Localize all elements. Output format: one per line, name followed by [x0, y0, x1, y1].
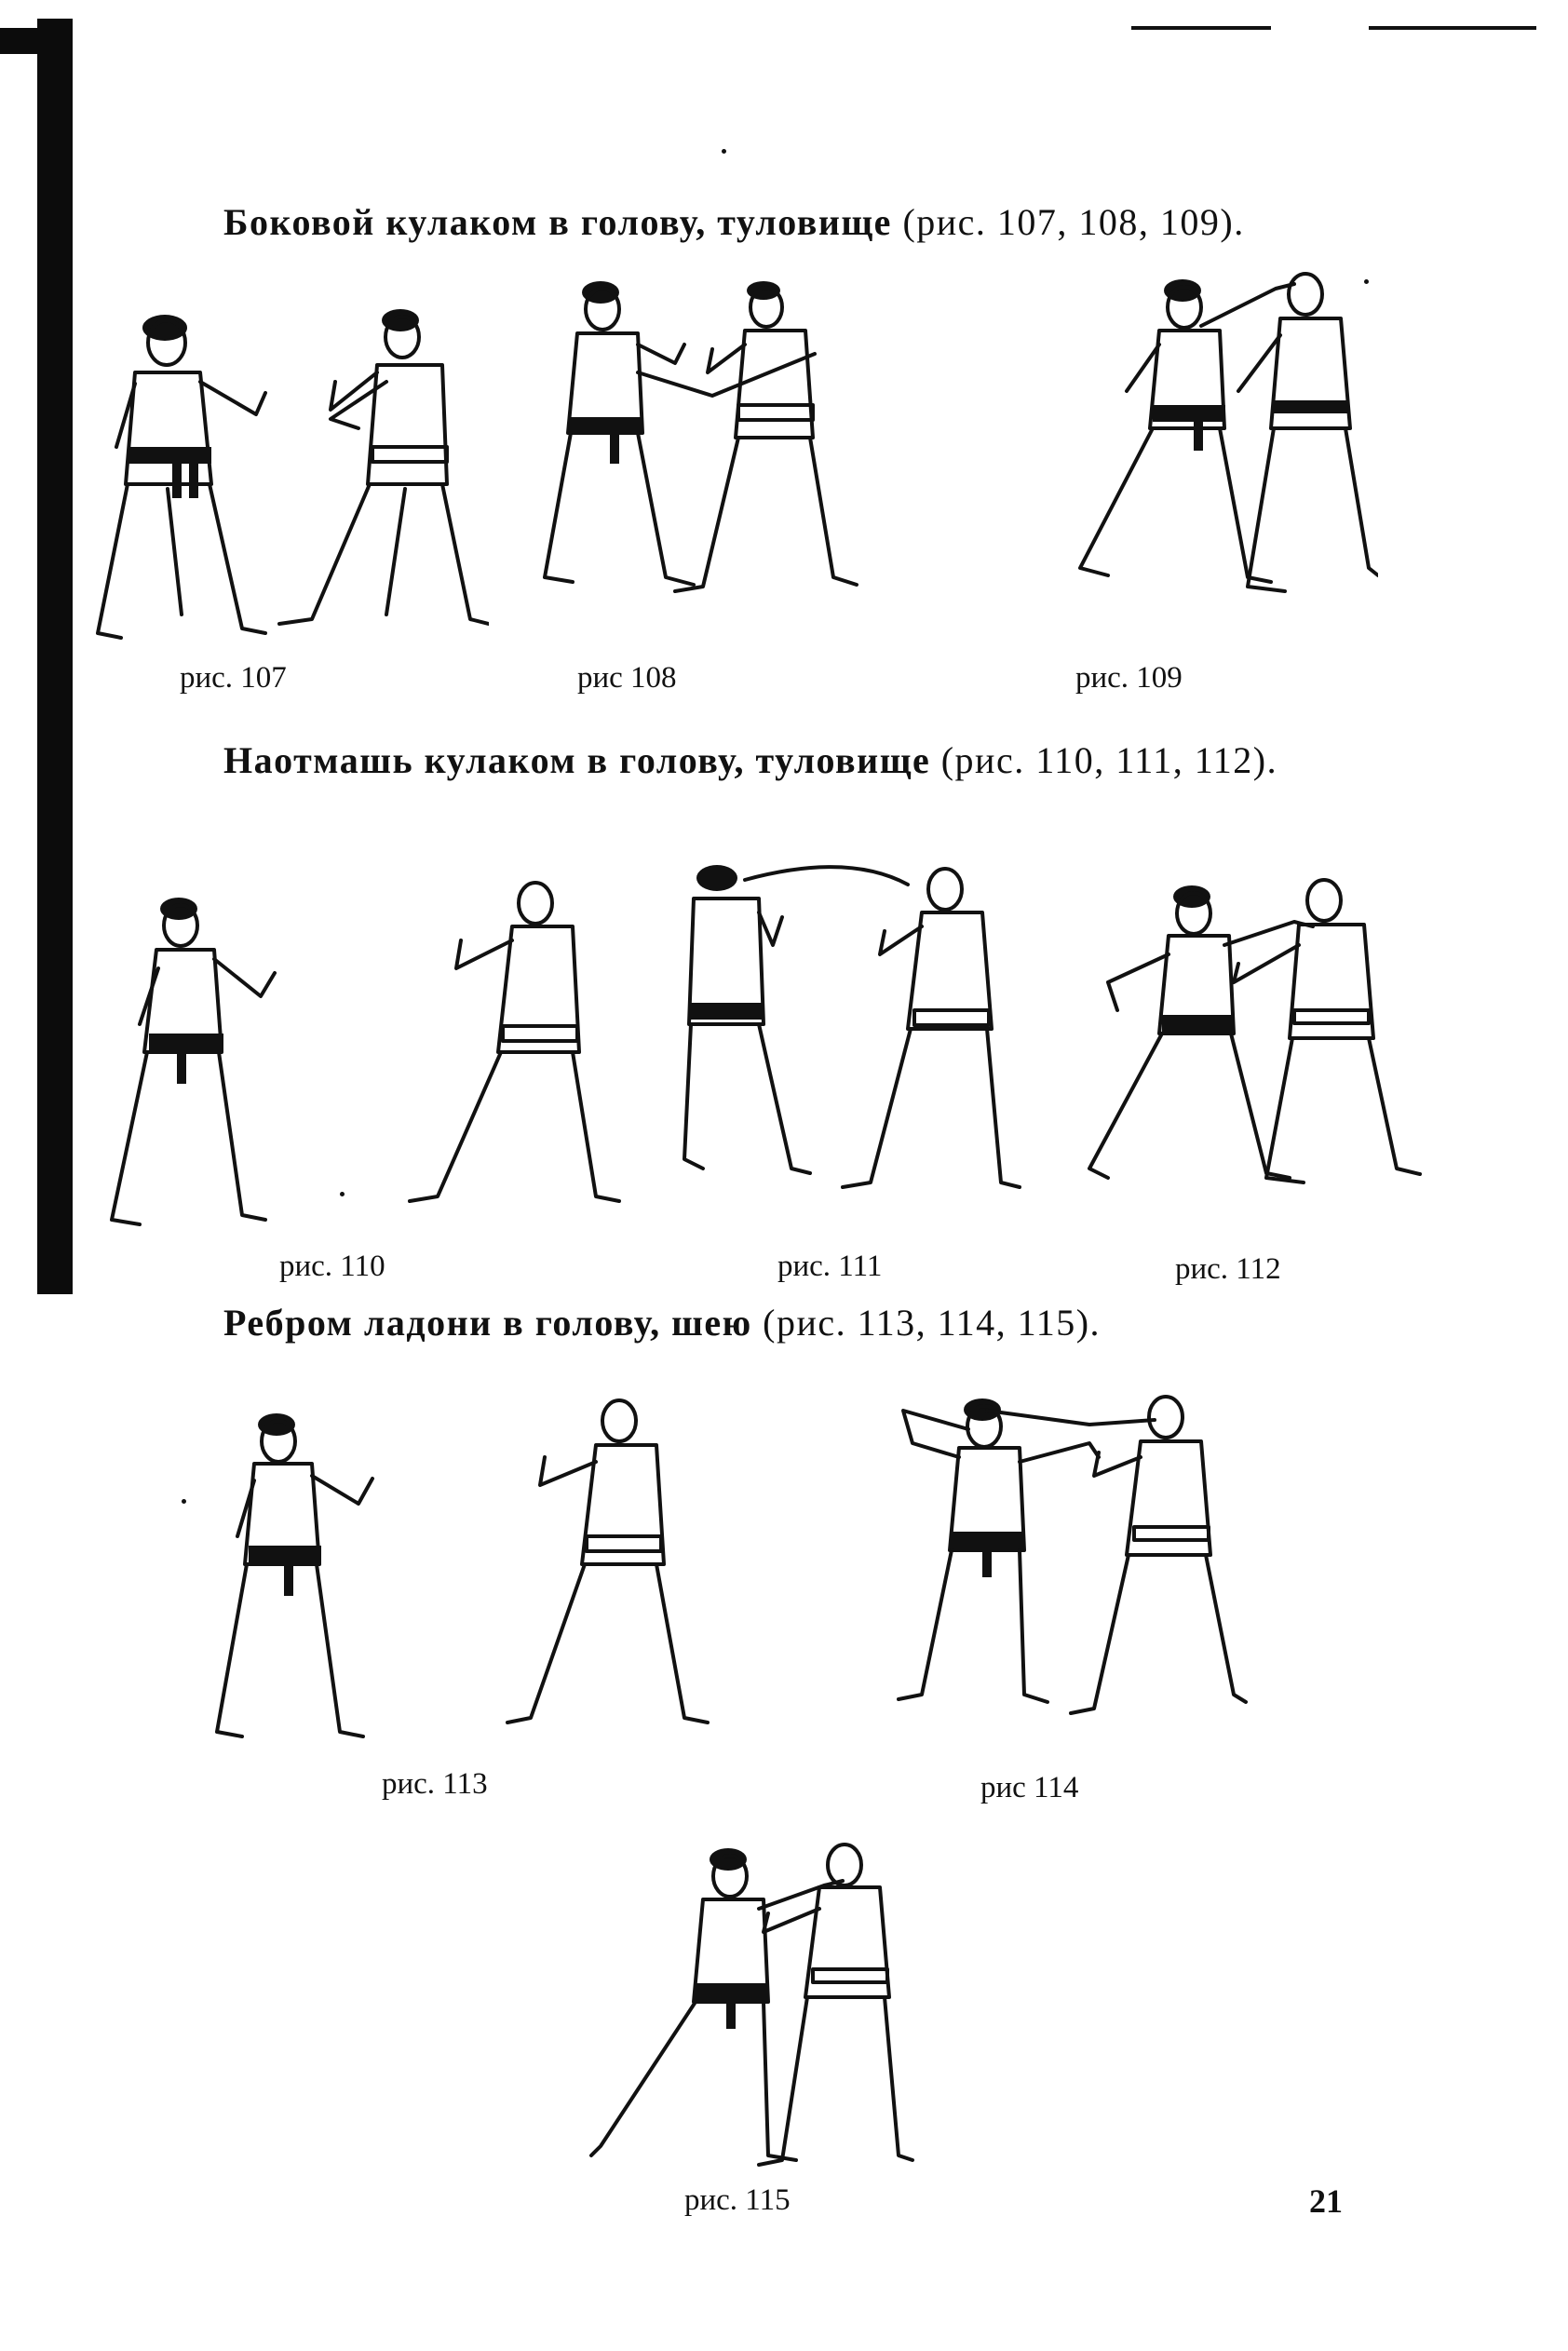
figure-108-illustration [535, 279, 861, 605]
heading-text: Наотмашь кулаком в голову, туловище [223, 739, 931, 781]
figure-112-illustration [1080, 871, 1425, 1196]
figure-110-illustration [102, 866, 624, 1238]
figure-109-caption: рис. 109 [1075, 661, 1183, 695]
top-rule-left [1131, 26, 1271, 30]
section-heading-knife-hand [158, 1296, 1359, 1350]
figure-113-caption: рис. 113 [382, 1767, 488, 1801]
section-heading-backfist [158, 734, 1359, 788]
heading-text: Боковой кулаком в голову, туловище [223, 201, 892, 243]
figure-107-caption: рис. 107 [180, 661, 287, 695]
heading-figure-refs: (рис. 110, 111, 112). [940, 739, 1278, 781]
figure-107-illustration [79, 307, 489, 652]
binding-edge [37, 19, 73, 1294]
figure-115-caption: рис. 115 [684, 2183, 791, 2217]
figure-111-caption: рис. 111 [777, 1250, 883, 1283]
figure-114-illustration [885, 1387, 1248, 1723]
figure-108-caption: рис 108 [577, 661, 677, 695]
section-heading-side-punch [158, 196, 1359, 250]
speck [182, 1499, 186, 1504]
figure-111-illustration [670, 861, 1024, 1206]
figure-109-illustration [1061, 270, 1378, 605]
heading-text: Ребром ладони в голову, шею [223, 1302, 752, 1344]
top-rule-right [1369, 26, 1536, 30]
figure-115-illustration [582, 1839, 917, 2183]
heading-figure-refs: (рис. 113, 114, 115). [763, 1302, 1102, 1344]
figure-112-caption: рис. 112 [1175, 1252, 1281, 1286]
figure-114-caption: рис 114 [980, 1771, 1079, 1804]
speck [722, 149, 726, 154]
figure-113-illustration [210, 1397, 722, 1750]
figure-110-caption: рис. 110 [279, 1250, 385, 1283]
page-number: 21 [1309, 2182, 1343, 2220]
heading-figure-refs: (рис. 107, 108, 109). [902, 201, 1245, 243]
